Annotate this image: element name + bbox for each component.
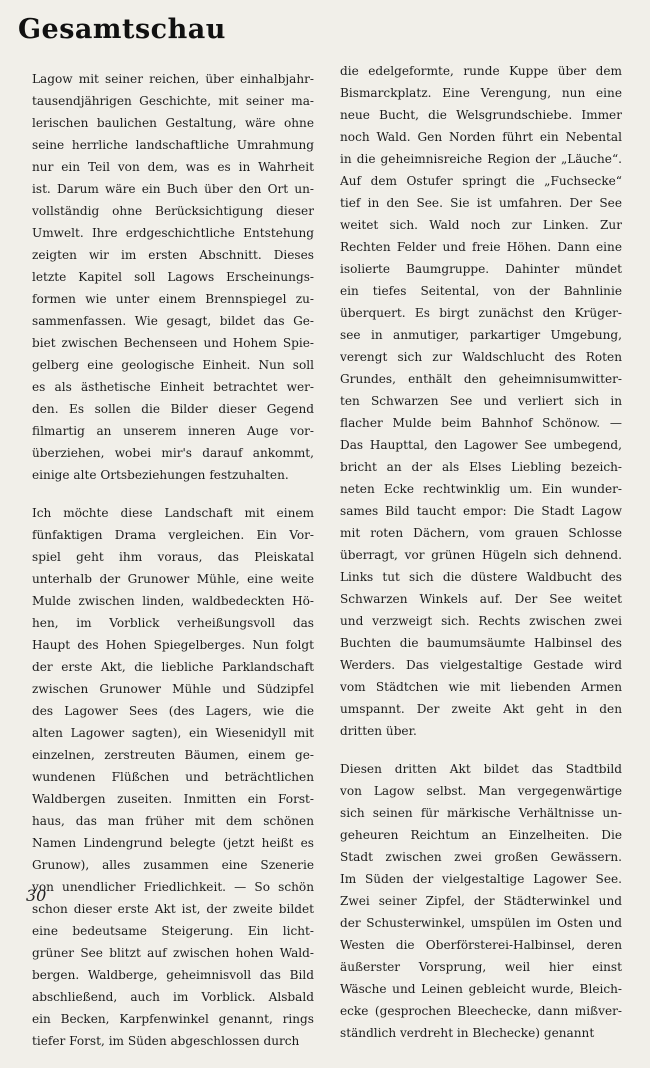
text-line: Buchten die baumumsäumte Halbinsel des (340, 636, 622, 650)
text-line: dritten über. (340, 724, 417, 738)
text-line: in die geheimnisreiche Region der „Läuche“. (340, 152, 622, 166)
text-line: letzte Kapitel soll Lagows Erscheinungs- (32, 270, 314, 284)
text-line: ten Schwarzen See und verliert sich in (340, 394, 622, 408)
text-line: ecke (gesprochen Bleechecke, dann mißver- (340, 1004, 622, 1018)
paragraph (32, 68, 314, 486)
text-line: Diesen dritten Akt bildet das Stadtbild (340, 762, 622, 776)
text-line: einige alte Ortsbeziehungen festzuhalten. (32, 468, 289, 482)
text-line: mit roten Dächern, vom grauen Schlosse (340, 526, 622, 540)
text-line: haus, das man früher mit dem schönen (32, 814, 314, 828)
paragraph (340, 60, 622, 742)
text-line: fünfaktigen Drama vergleichen. Ein Vor- (32, 528, 314, 542)
right-column (340, 60, 622, 1060)
page-number: 30 (26, 886, 47, 905)
paragraph (340, 758, 622, 1044)
text-line: der erste Akt, die liebliche Parklandschaft (32, 660, 314, 674)
text-line: seine herrliche landschaftliche Umrahmung (32, 138, 314, 152)
text-line: überragt, vor grünen Hügeln sich dehnend. (340, 548, 622, 562)
text-line: bricht an der als Elses Liebling bezeich- (340, 460, 622, 474)
text-line: tief in den See. Sie ist umfahren. Der See (340, 196, 622, 210)
text-line: von unendlicher Friedlichkeit. — So schön (32, 880, 314, 894)
text-line: schon dieser erste Akt ist, der zweite bildet (32, 902, 314, 916)
text-line: hen, im Vorblick verheißungsvoll das (32, 616, 314, 630)
text-line: Ich möchte diese Landschaft mit einem (32, 506, 314, 520)
text-line: ein tiefes Seitental, von der Bahnlinie (340, 284, 622, 298)
text-line: zeigten wir im ersten Abschnitt. Dieses (32, 248, 314, 262)
text-line: Auf dem Ostufer springt die „Fuchsecke“ (340, 174, 622, 188)
text-line: geheuren Reichtum an Einzelheiten. Die (340, 828, 622, 842)
text-line: tiefer Forst, im Süden abgeschlossen durch (32, 1034, 300, 1048)
text-line: lerischen baulichen Gestaltung, wäre ohne (32, 116, 314, 130)
text-line: einzelnen, zerstreuten Bäumen, einem ge- (32, 748, 314, 762)
text-line: sammenfassen. Wie gesagt, bildet das Ge- (32, 314, 314, 328)
text-line: überquert. Es birgt zunächst den Krüger- (340, 306, 622, 320)
text-line: weitet sich. Wald noch zur Linken. Zur (340, 218, 622, 232)
text-line: vom Städtchen wie mit liebenden Armen (340, 680, 622, 694)
text-line: Das Haupttal, den Lagower See umbegend, (340, 438, 622, 452)
text-line: sames Bild taucht empor: Die Stadt Lagow (340, 504, 622, 518)
text-line: Im Süden der vielgestaltige Lagower See. (340, 872, 622, 886)
text-line: Links tut sich die düstere Waldbucht des (340, 570, 622, 584)
text-line: Namen Lindengrund belegte (jetzt heißt es (32, 836, 314, 850)
text-line: unterhalb der Grunower Mühle, eine weite (32, 572, 314, 586)
text-line: isolierte Baumgruppe. Dahinter mündet (340, 262, 622, 276)
text-line: alten Lagower sagten), ein Wiesenidyll mit (32, 726, 314, 740)
text-line: nur ein Teil von dem, was es in Wahrheit (32, 160, 314, 174)
text-line: neten Ecke rechtwinklig um. Ein wunder- (340, 482, 622, 496)
text-line: Grunow), alles zusammen eine Szenerie (32, 858, 314, 872)
text-line: wundenen Flüßchen und beträchtlichen (32, 770, 314, 784)
text-line: Lagow mit seiner reichen, über einhalbjahr- (32, 72, 314, 86)
text-line: noch Wald. Gen Norden führt ein Nebental (340, 130, 622, 144)
text-line: abschließend, auch im Vorblick. Alsbald (32, 990, 314, 1004)
text-line: Grundes, enthält den geheimnisumwitter- (340, 372, 622, 386)
text-line: die edelgeformte, runde Kuppe über dem (340, 64, 622, 78)
text-line: biet zwischen Bechenseen und Hohem Spie- (32, 336, 314, 350)
text-line: Westen die Oberförsterei-Halbinsel, deren (340, 938, 622, 952)
text-line: Umwelt. Ihre erdgeschichtliche Entstehung (32, 226, 314, 240)
text-line: Schwarzen Winkels auf. Der See weitet (340, 592, 622, 606)
text-line: Waldbergen zuseiten. Inmitten ein Forst- (32, 792, 314, 806)
text-line: filmartig an unserem inneren Auge vor- (32, 424, 314, 438)
text-line: Haupt des Hohen Spiegelberges. Nun folgt (32, 638, 314, 652)
text-line: der Schusterwinkel, umspülen im Osten und (340, 916, 622, 930)
text-line: flacher Mulde beim Bahnhof Schönow. — (340, 416, 622, 430)
text-line: grüner See blitzt auf zwischen hohen Wald- (32, 946, 314, 960)
text-line: ständlich verdreht in Blechecke) genannt (340, 1026, 595, 1040)
text-line: äußerster Vorsprung, weil hier einst (340, 960, 622, 974)
text-line: verengt sich zur Waldschlucht des Roten (340, 350, 622, 364)
text-line: zwischen Grunower Mühle und Südzipfel (32, 682, 314, 696)
text-line: des Lagower Sees (des Lagers, wie die (32, 704, 314, 718)
text-line: ein Becken, Karpfenwinkel genannt, rings (32, 1012, 314, 1026)
text-line: formen wie unter einem Brennspiegel zu- (32, 292, 314, 306)
text-line: vollständig ohne Berücksichtigung dieser (32, 204, 314, 218)
text-line: bergen. Waldberge, geheimnisvoll das Bild (32, 968, 314, 982)
text-line: und verzweigt sich. Rechts zwischen zwei (340, 614, 622, 628)
text-line: see in anmutiger, parkartiger Umgebung, (340, 328, 622, 342)
text-line: eine bedeutsame Steigerung. Ein licht- (32, 924, 314, 938)
text-line: tausendjährigen Geschichte, mit seiner ma- (32, 94, 314, 108)
text-line: spiel geht ihm voraus, das Pleiskatal (32, 550, 314, 564)
text-line: sich seinen für märkische Verhältnisse un- (340, 806, 622, 820)
text-line: Mulde zwischen linden, waldbedeckten Hö- (32, 594, 314, 608)
text-line: Zwei seiner Zipfel, der Städterwinkel und (340, 894, 622, 908)
text-line: Wäsche und Leinen gebleicht wurde, Bleich- (340, 982, 622, 996)
text-line: ist. Darum wäre ein Buch über den Ort un- (32, 182, 314, 196)
paragraph (32, 502, 314, 1052)
text-line: überziehen, wobei mir's darauf ankommt, (32, 446, 314, 460)
text-line: umspannt. Der zweite Akt geht in den (340, 702, 622, 716)
text-line: es als ästhetische Einheit betrachtet wer- (32, 380, 314, 394)
text-line: neue Bucht, die Welsgrundschiebe. Immer (340, 108, 622, 122)
text-line: Bismarckplatz. Eine Verengung, nun eine (340, 86, 622, 100)
page-title: Gesamtschau (18, 14, 226, 45)
text-line: gelberg eine geologische Einheit. Nun soll (32, 358, 314, 372)
text-line: Stadt zwischen zwei großen Gewässern. (340, 850, 622, 864)
text-line: den. Es sollen die Bilder dieser Gegend (32, 402, 314, 416)
left-column (32, 68, 314, 1068)
text-line: Rechten Felder und freie Höhen. Dann eine (340, 240, 622, 254)
text-line: Werders. Das vielgestaltige Gestade wird (340, 658, 622, 672)
text-line: von Lagow selbst. Man vergegenwärtige (340, 784, 622, 798)
